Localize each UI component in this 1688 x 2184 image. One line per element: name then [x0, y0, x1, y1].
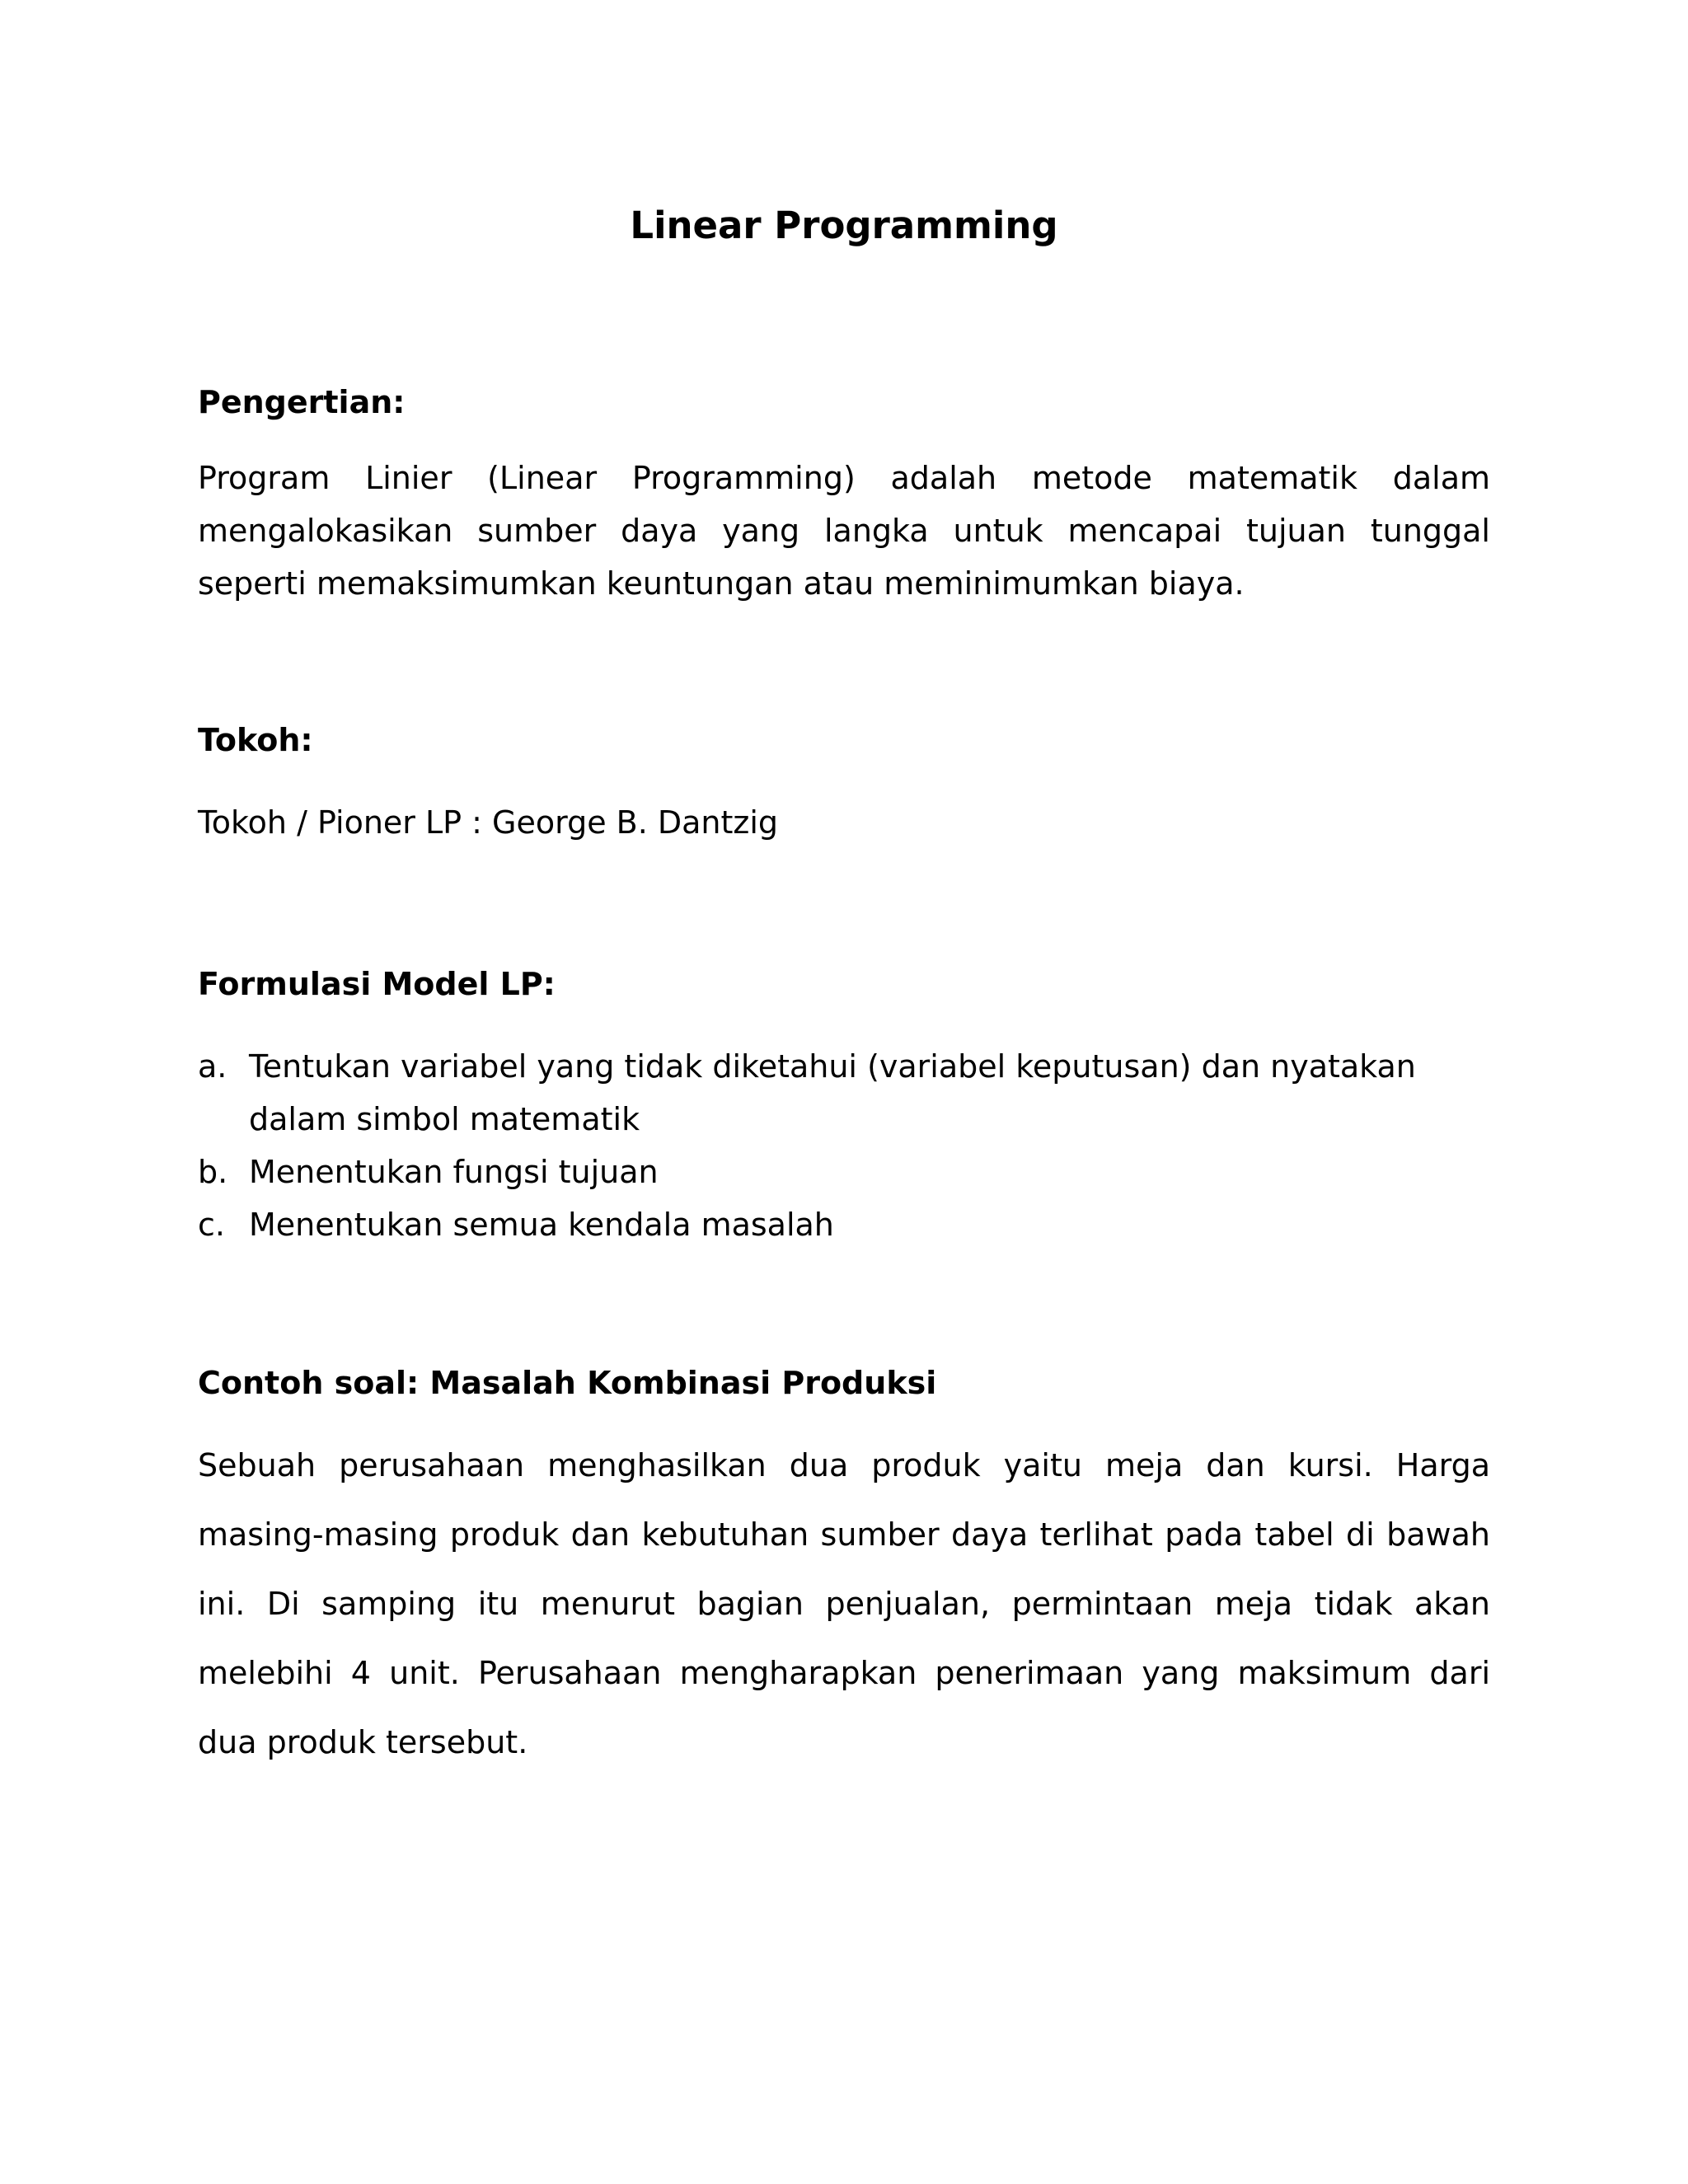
formulasi-list: [198, 1040, 1490, 1251]
section-heading-pengertian: Pengertian:: [198, 384, 406, 420]
list-item: [198, 1198, 1490, 1251]
list-item-marker: a.: [198, 1048, 227, 1085]
list-item-text: Menentukan semua kendala masalah: [249, 1207, 834, 1243]
section-heading-contoh: Contoh soal: Masalah Kombinasi Produksi: [198, 1365, 937, 1401]
list-item-marker: b.: [198, 1154, 228, 1190]
list-item-text: Menentukan fungsi tujuan: [249, 1154, 659, 1190]
list-item-marker: c.: [198, 1207, 225, 1243]
document-title: Linear Programming: [630, 204, 1058, 247]
section-heading-formulasi: Formulasi Model LP:: [198, 966, 556, 1002]
list-item: [198, 1146, 1490, 1198]
section-heading-tokoh: Tokoh:: [198, 722, 313, 758]
section-body-contoh: Sebuah perusahaan menghasilkan dua produk yaitu meja dan kursi. Harga masing-masing produk dan kebutuhan sumber daya terlihat pada tabel di bawah ini. Di samping itu menurut bagian penjualan, permintaan meja tidak akan melebihi 4 unit. Perusahaan mengharapkan penerimaan yang maksimum dari dua produk tersebut.: [198, 1447, 1490, 1760]
section-body-tokoh: Tokoh / Pioner LP : George B. Dantzig: [198, 804, 779, 841]
list-item-text: Tentukan variabel yang tidak diketahui (variabel keputusan) dan nyatakan dalam simbol matematik: [249, 1048, 1416, 1137]
list-item: [198, 1040, 1490, 1146]
section-body-pengertian: Program Linier (Linear Programming) adalah metode matematik dalam mengalokasikan sumber daya yang langka untuk mencapai tujuan tunggal seperti memaksimumkan keuntungan atau meminimumkan biaya.: [198, 460, 1490, 602]
